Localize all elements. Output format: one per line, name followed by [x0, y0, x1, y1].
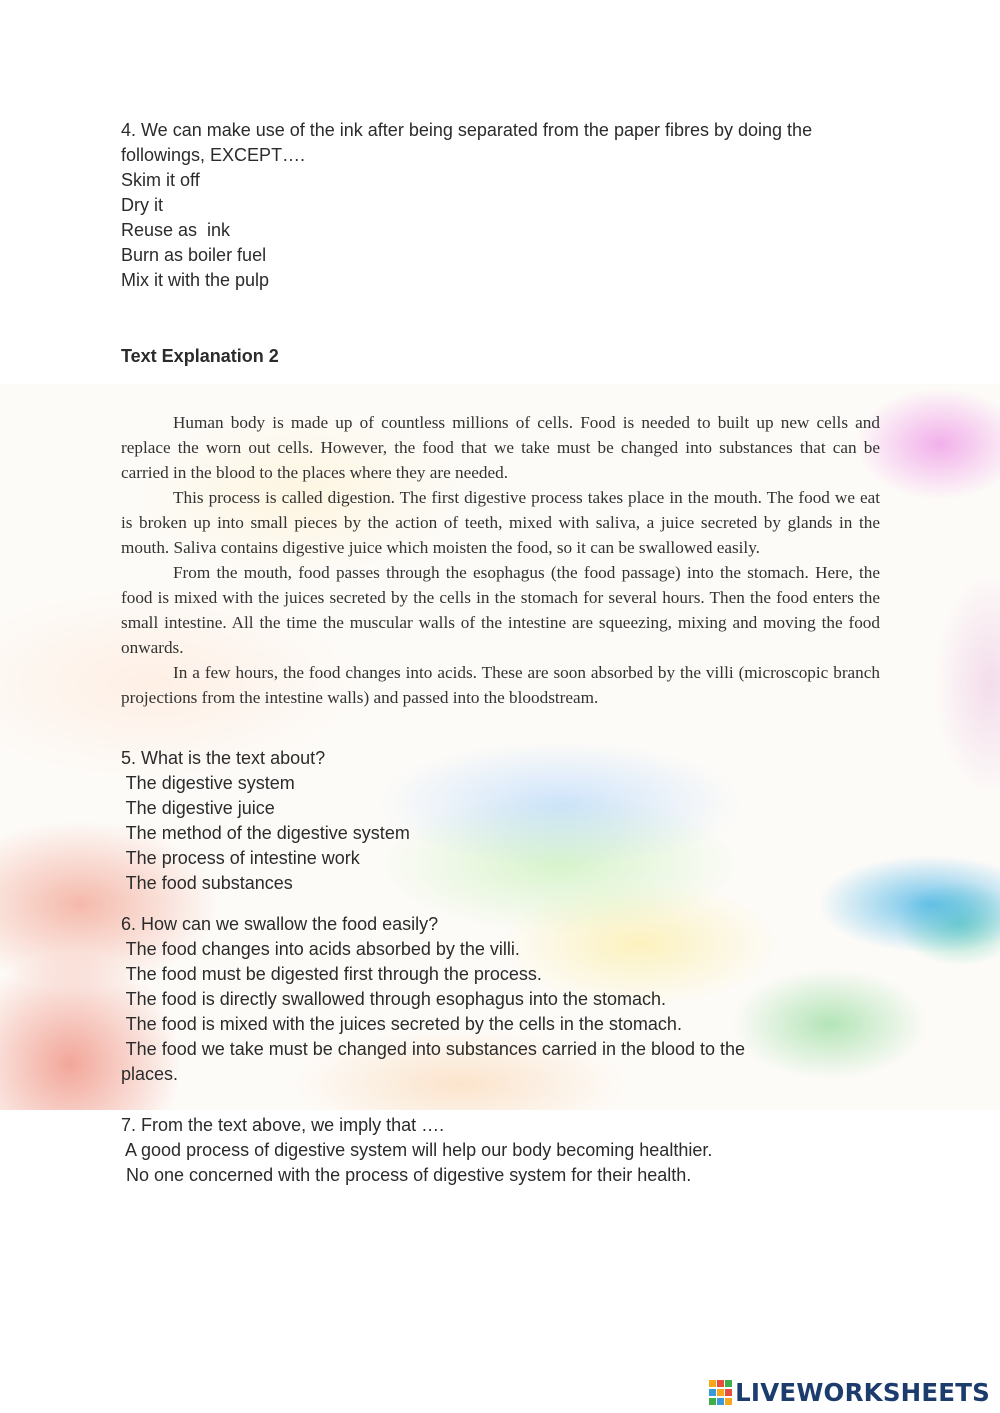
option[interactable]: Burn as boiler fuel [121, 245, 267, 265]
option[interactable]: Dry it [121, 195, 163, 215]
question-4-text: 4. We can make use of the ink after being separated from the paper fibres by doing the followings, EXCEPT…. [121, 120, 813, 165]
option[interactable]: The food changes into acids absorbed by the villi. [121, 939, 520, 959]
option[interactable]: The food must be digested first through the process. [121, 964, 542, 984]
question-5-text: 5. What is the text about? [121, 748, 326, 768]
section-heading: Text Explanation 2 [121, 346, 279, 366]
option[interactable]: The process of intestine work [121, 848, 360, 868]
liveworksheets-logo [709, 1378, 990, 1408]
option-line: places. [121, 1064, 179, 1084]
option[interactable] [121, 1037, 745, 1087]
question-7 [121, 1113, 712, 1188]
option[interactable]: The method of the digestive system [121, 823, 410, 843]
logo-icon [709, 1380, 733, 1406]
question-6 [121, 912, 745, 1087]
option[interactable]: Mix it with the pulp [121, 270, 270, 290]
passage-paragraph: Human body is made up of countless millions of cells. Food is needed to built up new cells and replace the worn out cells. However, the food that we take must be changed into substances that can be carried in the blood to the places where they are needed. [121, 413, 880, 482]
option[interactable]: The food is directly swallowed through esophagus into the stomach. [121, 989, 666, 1009]
passage-paragraph: This process is called digestion. The first digestive process takes place in the mouth. The food we eat is broken up into small pieces by the action of teeth, mixed with saliva, a juice secreted by glands in the mouth. Saliva contains digestive juice which moisten the food, so it can be swallowed easily. [121, 488, 880, 557]
question-7-text: 7. From the text above, we imply that …. [121, 1115, 445, 1135]
option-line: The food we take must be changed into substances carried in the blood to the [121, 1039, 746, 1059]
option[interactable]: No one concerned with the process of digestive system for their health. [121, 1165, 692, 1185]
option[interactable]: The food substances [121, 873, 293, 893]
option[interactable]: Reuse as ink [121, 220, 231, 240]
passage-paragraph: From the mouth, food passes through the esophagus (the food passage) into the stomach. Here, the food is mixed with the juices secreted by the cells in the stomach for several hours. Then the food enters the small intestine. All the time the muscular walls of the intestine are squeezing, mixing and moving the food onwards. [121, 563, 880, 657]
question-6-text: 6. How can we swallow the food easily? [121, 914, 439, 934]
passage-paragraph: In a few hours, the food changes into acids. These are soon absorbed by the villi (microscopic branch projections from the intestine walls) and passed into the bloodstream. [121, 663, 880, 707]
question-4 [121, 118, 881, 293]
reading-passage [121, 410, 880, 710]
option[interactable]: The digestive juice [121, 798, 275, 818]
option[interactable]: A good process of digestive system will help our body becoming healthier. [121, 1140, 713, 1160]
option[interactable]: The digestive system [121, 773, 295, 793]
logo-text: LIVEWORKSHEETS [735, 1378, 990, 1407]
option[interactable]: The food is mixed with the juices secreted by the cells in the stomach. [121, 1014, 682, 1034]
option[interactable]: Skim it off [121, 170, 200, 190]
question-5 [121, 746, 410, 896]
